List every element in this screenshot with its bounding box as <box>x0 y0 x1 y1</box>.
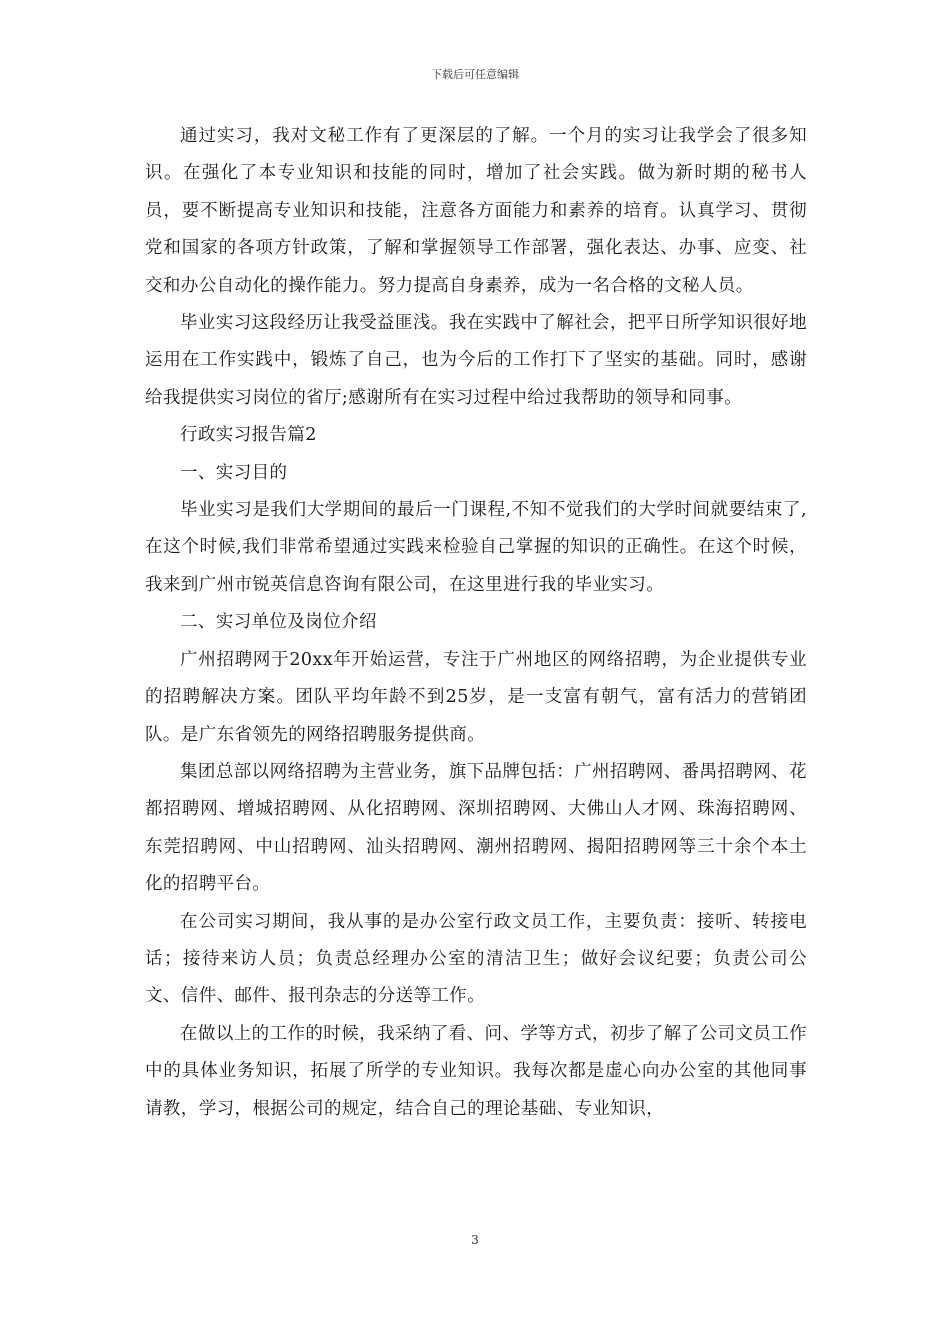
document-body <box>145 118 807 1128</box>
body-paragraph: 广州招聘网于20xx年开始运营，专注于广州地区的网络招聘，为企业提供专业的招聘解决方案。团队平均年龄不到25岁，是一支富有朝气，富有活力的营销团队。是广东省领先的网络招聘服务提供商。 <box>145 649 807 745</box>
body-paragraph: 在公司实习期间，我从事的是办公室行政文员工作，主要负责：接听、转接电话；接待来访人员；负责总经理办公室的清洁卫生；做好会议纪要；负责公司公文、信件、邮件、报刊杂志的分送等工作。 <box>145 911 807 1007</box>
section-title: 行政实习报告篇2 <box>180 425 317 446</box>
body-paragraph: 毕业实习这段经历让我受益匪浅。我在实践中了解社会，把平日所学知识很好地运用在工作实践中，锻炼了自己，也为今后的工作打下了坚实的基础。同时，感谢给我提供实习岗位的省厅;感谢所有在实习过程中给过我帮助的领导和同事。 <box>145 313 807 408</box>
page-number: 3 <box>471 1233 479 1247</box>
body-paragraph: 在做以上的工作的时候，我采纳了看、问、学等方式，初步了解了公司文员工作中的具体业务知识，拓展了所学的专业知识。我每次都是虚心向办公室的其他同事请教，学习，根据公司的规定，结合自己的理论基础、专业知识， <box>145 1023 807 1119</box>
page-header-note: 下载后可任意编辑 <box>431 68 519 81</box>
body-paragraph: 通过实习，我对文秘工作有了更深层的了解。一个月的实习让我学会了很多知识。在强化了本专业知识和技能的同时，增加了社会实践。做为新时期的秘书人员，要不断提高专业知识和技能，注意各方面能力和素养的培育。认真学习、贯彻党和国家的各项方针政策，了解和掌握领导工作部署，强化表达、办事、应变、社交和办公自动化的操作能力。努力提高自身素养，成为一名合格的文秘人员。 <box>145 126 807 296</box>
body-paragraph: 集团总部以网络招聘为主营业务，旗下品牌包括：广州招聘网、番禺招聘网、花都招聘网、增城招聘网、从化招聘网、深圳招聘网、大佛山人才网、珠海招聘网、东莞招聘网、中山招聘网、汕头招聘网、潮州招聘网、揭阳招聘网等三十余个本土化的招聘平台。 <box>145 761 807 895</box>
section-heading: 二、实习单位及岗位介绍 <box>180 612 377 633</box>
body-paragraph: 毕业实习是我们大学期间的最后一门课程,不知不觉我们的大学时间就要结束了,在这个时候,我们非常希望通过实践来检验自己掌握的知识的正确性。在这个时候，我来到广州市锐英信息咨询有限公司，在这里进行我的毕业实习。 <box>145 500 807 595</box>
section-heading: 一、实习目的 <box>180 462 288 483</box>
